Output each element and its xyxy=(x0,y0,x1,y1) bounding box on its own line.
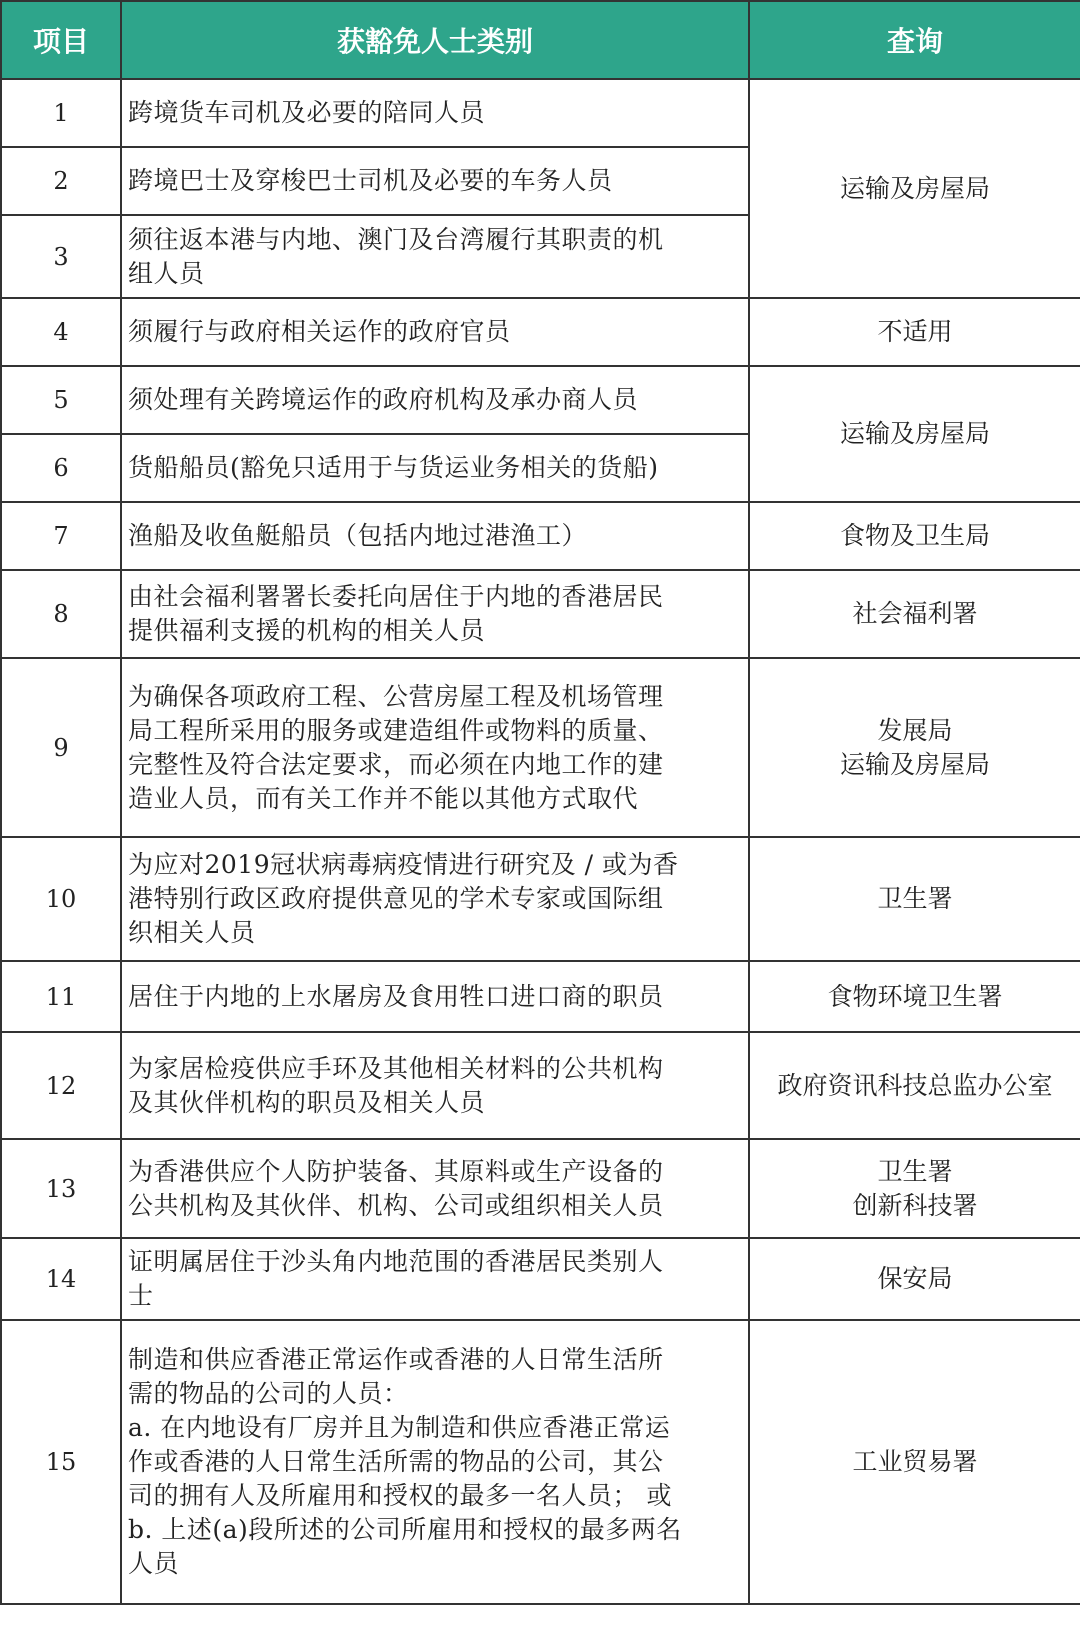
row-category xyxy=(121,147,749,215)
row-number: 5 xyxy=(1,366,121,434)
table-row xyxy=(1,1139,1080,1238)
category-line: 需的物品的公司的人员： xyxy=(128,1379,409,1408)
row-category xyxy=(121,1139,749,1238)
row-category xyxy=(121,298,749,366)
enquiry-line: 不适用 xyxy=(877,317,953,346)
category-line: b. 上述(a)段所述的公司所雇用和授权的最多两名 xyxy=(128,1515,682,1544)
enquiry-line: 运输及房屋局 xyxy=(839,419,990,448)
enquiry-cell xyxy=(749,837,1080,961)
category-line: 织相关人员 xyxy=(128,918,256,947)
row-number: 12 xyxy=(1,1032,121,1139)
enquiry-line: 保安局 xyxy=(877,1264,953,1293)
category-line: 局工程所采用的服务或建造组件或物料的质量、 xyxy=(128,715,664,745)
row-number: 14 xyxy=(1,1238,121,1320)
category-line: 造业人员，而有关工作并不能以其他方式取代 xyxy=(128,783,639,813)
category-line: 司的拥有人及所雇用和授权的最多一名人员； 或 xyxy=(128,1481,672,1510)
row-number: 9 xyxy=(1,658,121,837)
row-category xyxy=(121,658,749,837)
category-line: 渔船及收鱼艇船员（包括内地过港渔工） xyxy=(128,521,588,550)
enquiry-cell xyxy=(749,79,1080,298)
category-line: 完整性及符合法定要求，而必须在内地工作的建 xyxy=(128,749,664,779)
category-line: a. 在内地设有厂房并且为制造和供应香港正常运 xyxy=(128,1413,671,1442)
row-category xyxy=(121,79,749,147)
row-number: 2 xyxy=(1,147,121,215)
row-category xyxy=(121,1320,749,1604)
enquiry-cell xyxy=(749,366,1080,502)
enquiry-line: 食物及卫生局 xyxy=(839,521,990,550)
table-header-row xyxy=(1,1,1080,79)
category-line: 为家居检疫供应手环及其他相关材料的公共机构 xyxy=(128,1053,664,1083)
enquiry-cell xyxy=(749,1032,1080,1139)
category-line: 为应对2019冠状病毒病疫情进行研究及 / 或为香 xyxy=(128,850,679,879)
row-category xyxy=(121,215,749,298)
row-number: 10 xyxy=(1,837,121,961)
enquiry-cell xyxy=(749,1139,1080,1238)
category-line: 证明属居住于沙头角内地范围的香港居民类别人 xyxy=(128,1247,664,1276)
category-line: 须处理有关跨境运作的政府机构及承办商人员 xyxy=(128,385,639,414)
category-line: 人员 xyxy=(128,1549,180,1578)
category-line: 士 xyxy=(128,1281,154,1310)
enquiry-line: 创新科技署 xyxy=(852,1190,978,1220)
enquiry-cell xyxy=(749,298,1080,366)
enquiry-line: 卫生署 xyxy=(877,884,953,913)
table-row xyxy=(1,1032,1080,1139)
category-line: 货船船员(豁免只适用于与货运业务相关的货船) xyxy=(128,453,659,482)
category-line: 跨境货车司机及必要的陪同人员 xyxy=(128,98,486,127)
enquiry-line: 卫生署 xyxy=(877,1156,953,1186)
enquiry-cell xyxy=(749,1238,1080,1320)
table-row xyxy=(1,298,1080,366)
table-row xyxy=(1,570,1080,658)
category-line: 公共机构及其伙伴、机构、公司或组织相关人员 xyxy=(128,1190,664,1220)
category-line: 提供福利支援的机构的相关人员 xyxy=(128,616,486,645)
category-line: 港特别行政区政府提供意见的学术专家或国际组 xyxy=(128,884,664,913)
row-category xyxy=(121,434,749,502)
row-number: 13 xyxy=(1,1139,121,1238)
row-category xyxy=(121,570,749,658)
table-row xyxy=(1,1320,1080,1604)
category-line: 及其伙伴机构的职员及相关人员 xyxy=(128,1087,486,1117)
category-line: 由社会福利署署长委托向居住于内地的香港居民 xyxy=(128,582,664,611)
category-line: 制造和供应香港正常运作或香港的人日常生活所 xyxy=(128,1345,664,1374)
enquiry-cell xyxy=(749,502,1080,570)
row-number: 15 xyxy=(1,1320,121,1604)
category-line: 为香港供应个人防护装备、其原料或生产设备的 xyxy=(128,1156,664,1186)
enquiry-line: 食物环境卫生署 xyxy=(827,981,1003,1011)
enquiry-line: 运输及房屋局 xyxy=(839,749,990,779)
table-row xyxy=(1,658,1080,837)
enquiry-cell xyxy=(749,570,1080,658)
enquiry-line: 政府资讯科技总监办公室 xyxy=(777,1070,1053,1100)
table-row xyxy=(1,1238,1080,1320)
header-item: 项目 xyxy=(1,1,121,79)
row-category xyxy=(121,366,749,434)
table-row xyxy=(1,837,1080,961)
row-number: 3 xyxy=(1,215,121,298)
table-row xyxy=(1,366,1080,434)
category-line: 跨境巴士及穿梭巴士司机及必要的车务人员 xyxy=(128,166,613,195)
category-line: 为确保各项政府工程、公营房屋工程及机场管理 xyxy=(128,681,664,711)
row-category xyxy=(121,961,749,1032)
row-number: 4 xyxy=(1,298,121,366)
category-line: 组人员 xyxy=(128,258,205,288)
row-category xyxy=(121,837,749,961)
category-line: 作或香港的人日常生活所需的物品的公司，其公 xyxy=(128,1447,664,1476)
category-line: 居住于内地的上水屠房及食用牲口进口商的职员 xyxy=(128,981,664,1011)
enquiry-cell xyxy=(749,961,1080,1032)
row-category xyxy=(121,502,749,570)
row-category xyxy=(121,1032,749,1139)
enquiry-cell xyxy=(749,658,1080,837)
row-category xyxy=(121,1238,749,1320)
table-row xyxy=(1,502,1080,570)
row-number: 11 xyxy=(1,961,121,1032)
table-row xyxy=(1,79,1080,147)
enquiry-line: 运输及房屋局 xyxy=(839,173,990,203)
enquiry-cell xyxy=(749,1320,1080,1604)
enquiry-line: 社会福利署 xyxy=(852,599,978,628)
table-row xyxy=(1,961,1080,1032)
header-category: 获豁免人士类别 xyxy=(121,1,749,79)
enquiry-line: 工业贸易署 xyxy=(852,1447,978,1476)
row-number: 8 xyxy=(1,570,121,658)
row-number: 6 xyxy=(1,434,121,502)
row-number: 7 xyxy=(1,502,121,570)
header-enquiry: 查询 xyxy=(749,1,1080,79)
enquiry-line: 发展局 xyxy=(877,715,953,745)
category-line: 须往返本港与内地、澳门及台湾履行其职责的机 xyxy=(128,224,664,254)
row-number: 1 xyxy=(1,79,121,147)
category-line: 须履行与政府相关运作的政府官员 xyxy=(128,317,511,346)
